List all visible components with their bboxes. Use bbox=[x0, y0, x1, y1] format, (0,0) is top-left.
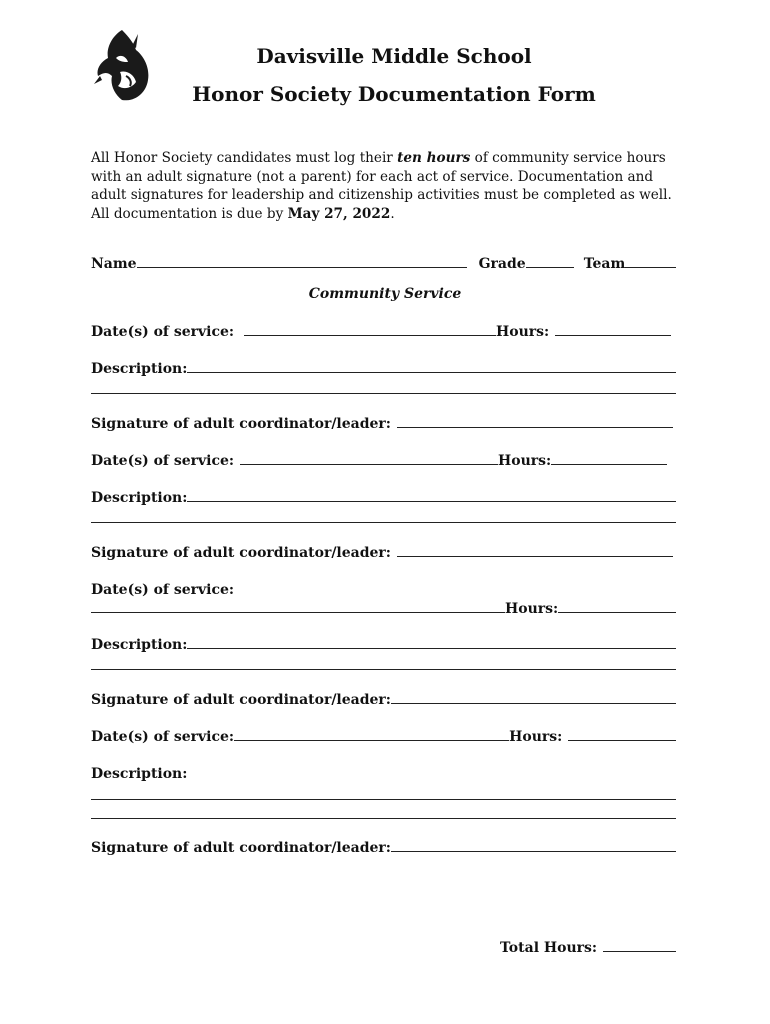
description-row-1 bbox=[91, 360, 676, 378]
intro-text-2: of community service hours with an adult signature (not a parent) for each act of service. Documentation and adult signatures for leadership and citizenship activities must be completed as well. bbox=[91, 150, 672, 203]
signature-row-2 bbox=[91, 544, 676, 562]
dates-label-row-3 bbox=[91, 581, 676, 599]
description-line[interactable] bbox=[91, 669, 676, 670]
name-label: Name bbox=[91, 256, 137, 272]
dates-label: Date(s) of service: bbox=[91, 453, 235, 469]
dates-label: Date(s) of service: bbox=[91, 324, 235, 340]
school-name: Davisville Middle School bbox=[256, 44, 532, 68]
form-title: Honor Society Documentation Form bbox=[192, 82, 596, 106]
dates-field[interactable] bbox=[240, 452, 498, 465]
description-label: Description: bbox=[91, 637, 188, 653]
team-label: Team bbox=[583, 256, 626, 272]
signature-label: Signature of adult coordinator/leader: bbox=[91, 840, 391, 856]
signature-row-1 bbox=[91, 415, 676, 433]
section-title: Community Service bbox=[308, 286, 462, 302]
name-row bbox=[91, 255, 676, 273]
total-row bbox=[500, 939, 676, 957]
description-label-row-4 bbox=[91, 765, 676, 783]
intro-emphasis: ten hours bbox=[397, 150, 471, 166]
description-label: Description: bbox=[91, 490, 188, 506]
hours-label: Hours: bbox=[498, 453, 552, 469]
hours-label: Hours: bbox=[509, 729, 563, 745]
signature-label: Signature of adult coordinator/leader: bbox=[91, 692, 391, 708]
dates-field[interactable] bbox=[91, 600, 505, 613]
dates-label: Date(s) of service: bbox=[91, 582, 235, 598]
hours-field[interactable] bbox=[551, 452, 667, 465]
due-prefix: All documentation is due by bbox=[91, 205, 288, 222]
description-field[interactable] bbox=[187, 360, 676, 373]
signature-label: Signature of adult coordinator/leader: bbox=[91, 545, 391, 561]
description-row-3 bbox=[91, 636, 676, 654]
description-line[interactable] bbox=[91, 393, 676, 394]
signature-field[interactable] bbox=[391, 839, 676, 852]
due-suffix: . bbox=[390, 205, 395, 222]
description-row-2 bbox=[91, 489, 676, 507]
dates-row-4 bbox=[91, 728, 676, 746]
description-field[interactable] bbox=[187, 489, 676, 502]
dates-label: Date(s) of service: bbox=[91, 729, 235, 745]
dates-field[interactable] bbox=[244, 323, 496, 336]
dates-row-2 bbox=[91, 452, 676, 470]
description-line[interactable] bbox=[91, 799, 676, 800]
due-date: May 27, 2022 bbox=[287, 205, 391, 222]
description-label: Description: bbox=[91, 361, 188, 377]
hours-field[interactable] bbox=[568, 728, 676, 741]
signature-field[interactable] bbox=[397, 415, 673, 428]
hours-field[interactable] bbox=[555, 323, 671, 336]
total-field[interactable] bbox=[603, 939, 676, 952]
dates-row-3 bbox=[91, 600, 676, 618]
grade-label: Grade bbox=[478, 256, 526, 272]
description-line[interactable] bbox=[91, 818, 676, 819]
signature-label: Signature of adult coordinator/leader: bbox=[91, 416, 391, 432]
description-field[interactable] bbox=[187, 636, 676, 649]
grade-field[interactable] bbox=[526, 255, 574, 268]
total-label: Total Hours: bbox=[500, 940, 598, 956]
dates-row-1 bbox=[91, 323, 676, 341]
instructions bbox=[91, 149, 691, 223]
signature-field[interactable] bbox=[397, 544, 673, 557]
description-label: Description: bbox=[91, 766, 188, 782]
dates-field[interactable] bbox=[234, 728, 509, 741]
hours-label: Hours: bbox=[496, 324, 550, 340]
hours-field[interactable] bbox=[558, 600, 676, 613]
hours-label: Hours: bbox=[505, 601, 559, 617]
description-line[interactable] bbox=[91, 522, 676, 523]
signature-field[interactable] bbox=[391, 691, 676, 704]
team-field[interactable] bbox=[625, 255, 676, 268]
signature-row-3 bbox=[91, 691, 676, 709]
signature-row-4 bbox=[91, 839, 676, 857]
name-field[interactable] bbox=[137, 255, 467, 268]
intro-text-1: All Honor Society candidates must log their bbox=[91, 150, 398, 166]
